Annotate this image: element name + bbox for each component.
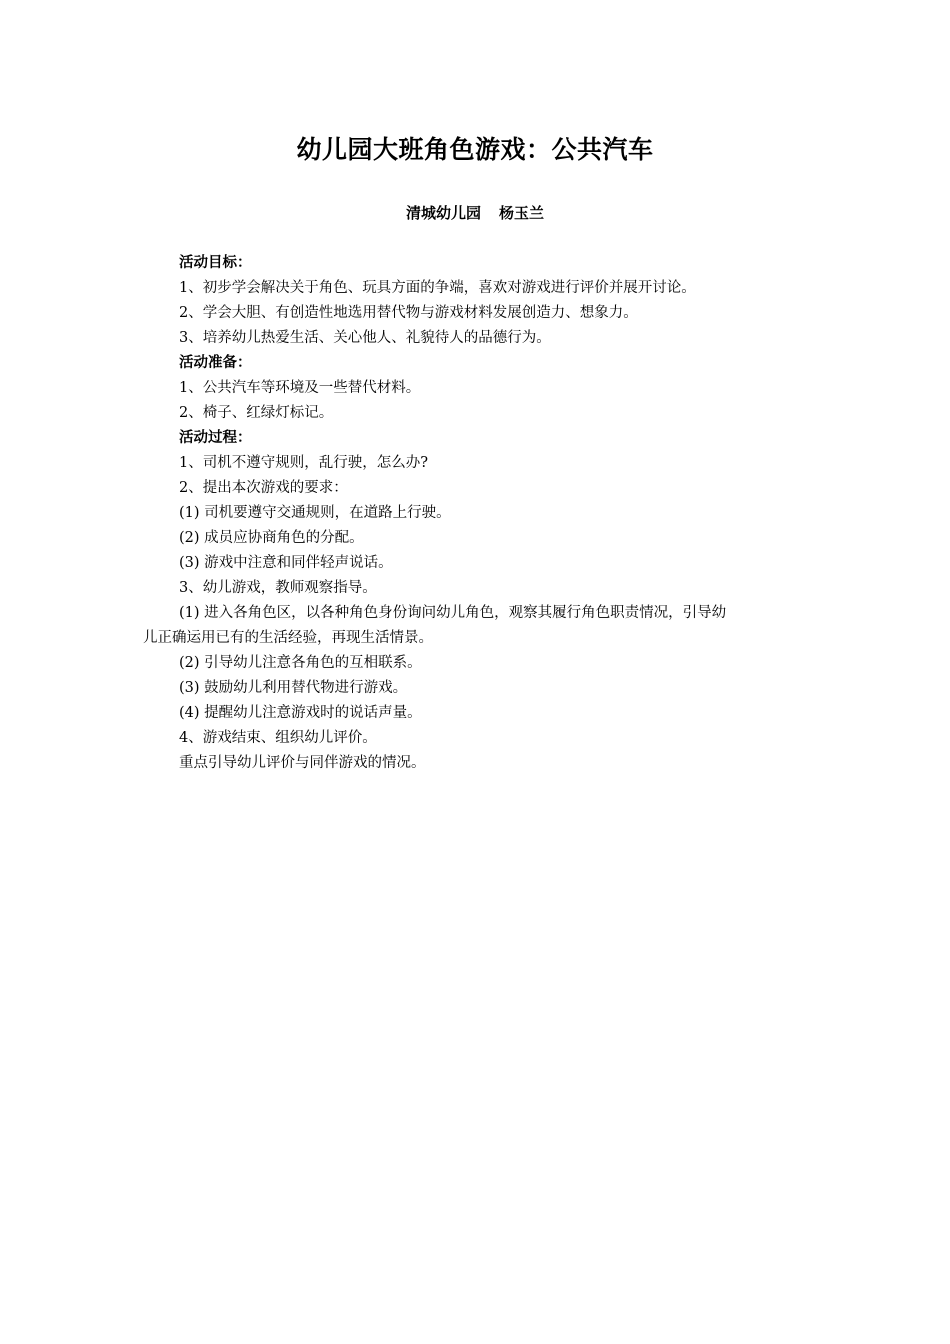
goals-item: 2、学会大胆、有创造性地选用替代物与游戏材料发展创造力、想象力。 [179, 305, 638, 321]
goals-item: 3、培养幼儿热爱生活、关心他人、礼貌待人的品德行为。 [179, 330, 551, 346]
author-name: 杨玉兰 [499, 204, 545, 222]
process-item: 2、提出本次游戏的要求： [179, 480, 348, 496]
preparation-item: 1、公共汽车等环境及一些替代材料。 [179, 380, 421, 396]
preparation-item: 2、椅子、红绿灯标记。 [179, 405, 334, 421]
process-item: 1、司机不遵守规则，乱行驶，怎么办? [179, 455, 428, 471]
preparation-heading: 活动准备： [179, 355, 252, 371]
document-body [143, 251, 813, 776]
author-school: 清城幼儿园 [405, 204, 481, 222]
process-item: (3) 鼓励幼儿利用替代物进行游戏。 [179, 680, 408, 696]
process-item: (1) 进入各角色区，以各种角色身份询问幼儿角色，观察其履行角色职责情况，引导幼 [179, 605, 727, 621]
goals-heading: 活动目标： [179, 255, 252, 271]
process-item: 3、幼儿游戏，教师观察指导。 [179, 580, 377, 596]
process-item: (2) 成员应协商角色的分配。 [179, 530, 364, 546]
process-item: (4) 提醒幼儿注意游戏时的说话声量。 [179, 705, 422, 721]
document-author [0, 202, 950, 224]
document-title: 幼儿园大班角色游戏：公共汽车 [296, 135, 654, 164]
process-item: (1) 司机要遵守交通规则，在道路上行驶。 [179, 505, 451, 521]
process-item-continuation: 儿正确运用已有的生活经验，再现生活情景。 [143, 630, 433, 646]
goals-item: 1、初步学会解决关于角色、玩具方面的争端，喜欢对游戏进行评价并展开讨论。 [179, 280, 696, 296]
process-item: (2) 引导幼儿注意各角色的互相联系。 [179, 655, 422, 671]
process-item: 4、游戏结束、组织幼儿评价。 [179, 730, 377, 746]
process-item: (3) 游戏中注意和同伴轻声说话。 [179, 555, 393, 571]
process-item: 重点引导幼儿评价与同伴游戏的情况。 [179, 755, 426, 771]
process-heading: 活动过程： [179, 430, 252, 446]
